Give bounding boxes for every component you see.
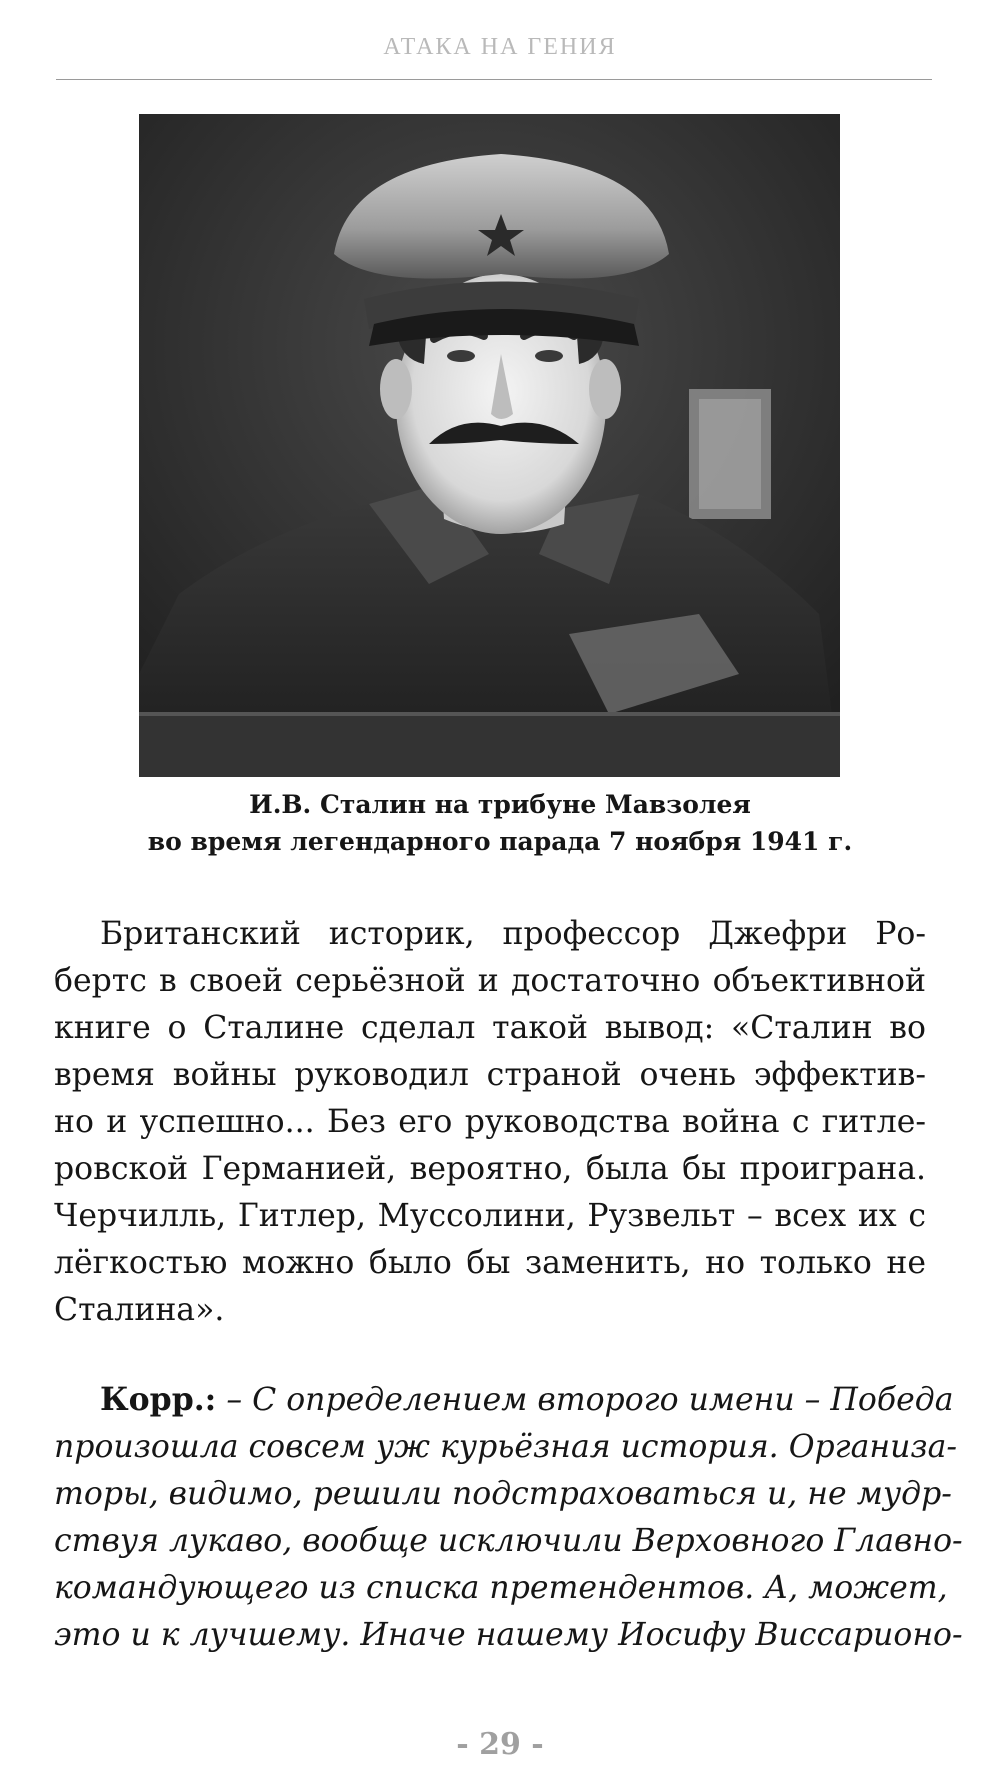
- paragraph-roberts-quote: [54, 911, 926, 1334]
- text-line: бертс в своей серьёзной и достаточно объективной: [54, 963, 926, 999]
- text-line: но и успешно... Без его руководства война с гитле-: [54, 1104, 926, 1140]
- text-line: Британский историк, профессор Джефри Ро-: [100, 916, 926, 952]
- speaker-label: Корр.:: [100, 1381, 217, 1418]
- page-number: - 29 -: [456, 1727, 544, 1762]
- text-line: Сталина».: [54, 1292, 225, 1328]
- photo-caption: [0, 786, 1000, 860]
- text-line: торы, видимо, решили подстраховаться и, не мудр-: [54, 1476, 952, 1512]
- text-line: Черчилль, Гитлер, Муссолини, Рузвельт – всех их с: [54, 1198, 926, 1234]
- text-line: ствуя лукаво, вообще исключили Верховного Главно-: [54, 1523, 963, 1559]
- interview-text: – С определением второго имени – Победа: [216, 1382, 954, 1418]
- header-rule: [56, 79, 932, 80]
- text-line: ровской Германией, вероятно, была бы проиграна.: [54, 1151, 926, 1187]
- running-head: АТАКА НА ГЕНИЯ: [383, 34, 617, 60]
- caption-line-2: во время легендарного парада 7 ноября 1941 г.: [147, 827, 853, 856]
- text-line: это и к лучшему. Иначе нашему Иосифу Виссарионо-: [54, 1617, 963, 1653]
- text-line: [54, 1376, 954, 1424]
- caption-line-1: И.В. Сталин на трибуне Мавзолея: [249, 790, 751, 819]
- text-line: книге о Сталине сделал такой вывод: «Сталин во: [54, 1010, 926, 1046]
- text-line: произошла совсем уж курьёзная история. Организа-: [54, 1429, 958, 1465]
- text-line: командующего из списка претендентов. А, может,: [54, 1570, 948, 1606]
- text-line: время войны руководил страной очень эффектив-: [54, 1057, 926, 1093]
- portrait-photo: [139, 114, 840, 777]
- paragraph-interview: [54, 1376, 963, 1659]
- text-line: лёгкостью можно было бы заменить, но только не: [54, 1245, 926, 1281]
